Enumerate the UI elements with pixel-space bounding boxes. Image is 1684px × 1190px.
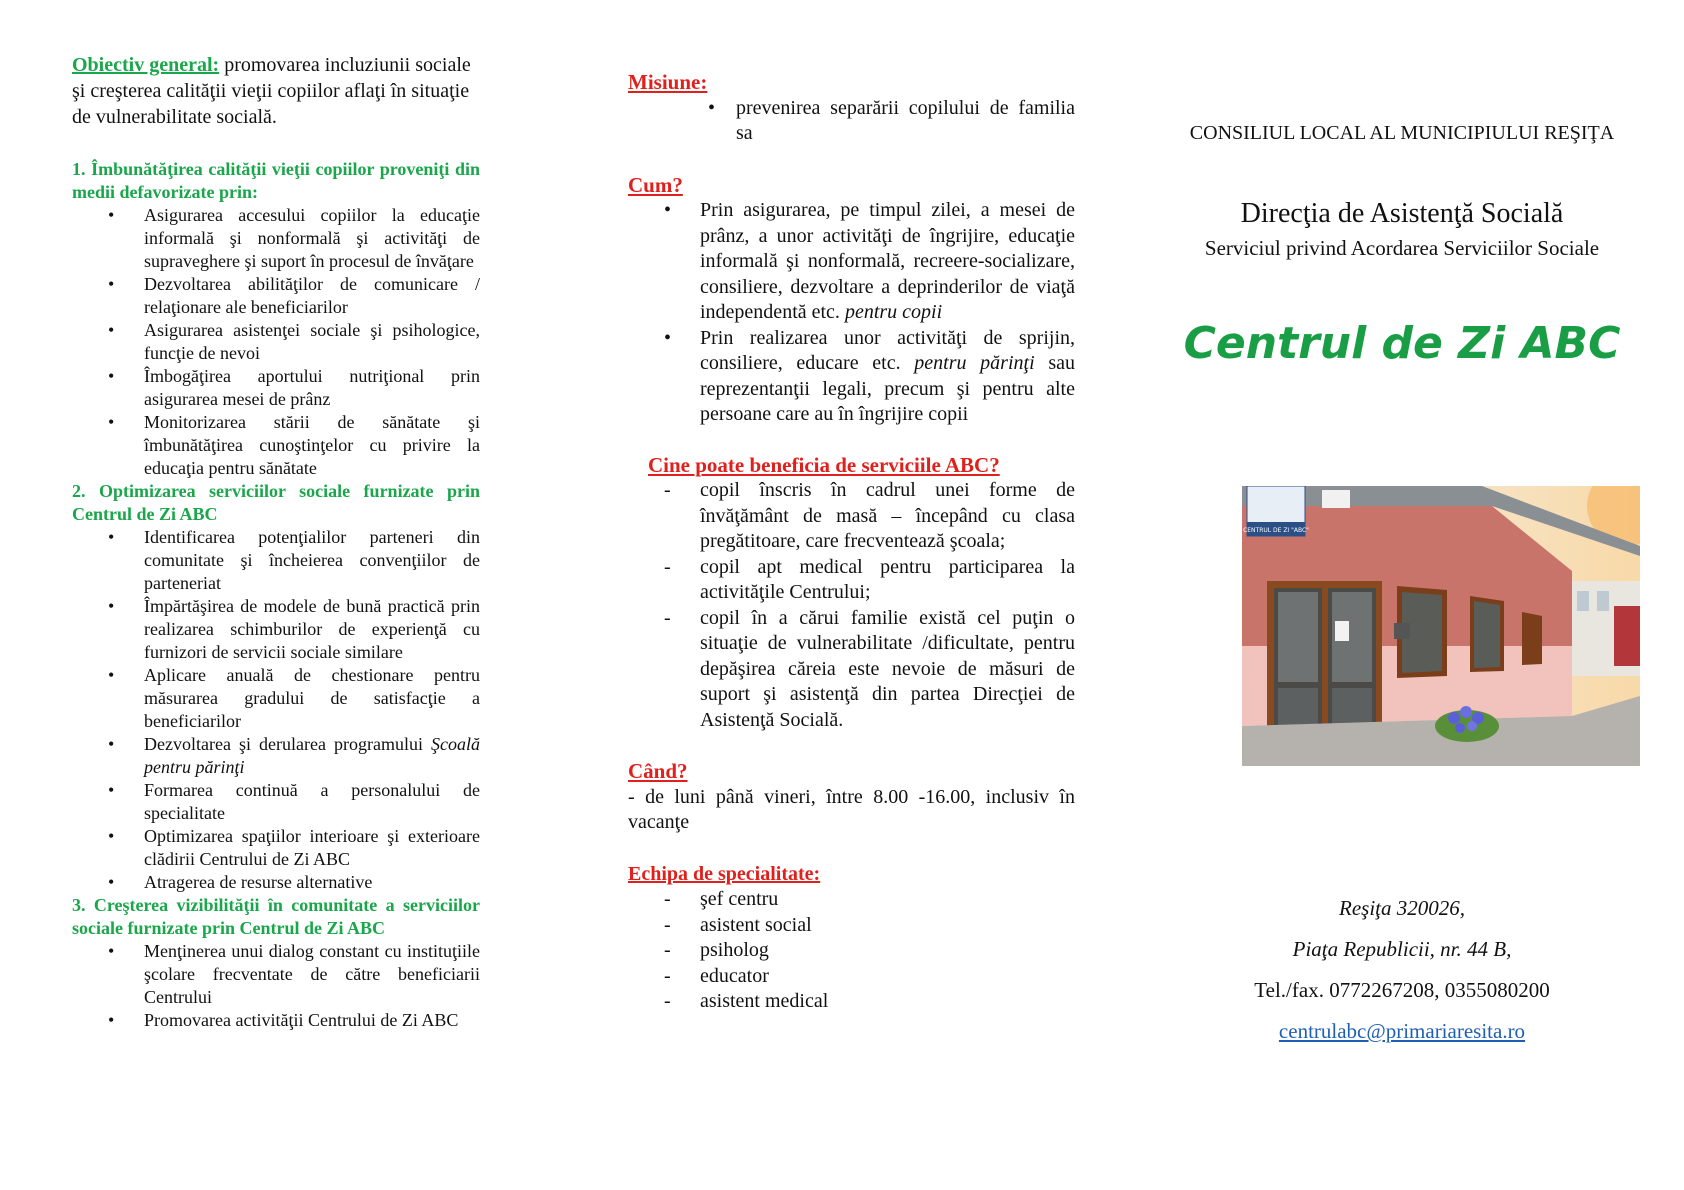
objective-label: Obiectiv general:	[72, 54, 220, 76]
list-item: • Menţinerea unui dialog constant cu instituţiile şcolare frecventate de către beneficiarii Centrului	[144, 940, 480, 1009]
address-city: Reşiţa 320026,	[1339, 896, 1465, 920]
goal-1-title: 1. Îmbunătăţirea calităţii vieţii copiilor proveniţi din medii defavorizate prin:	[72, 159, 480, 202]
when-text: - de luni până vineri, între 8.00 -16.00, inclusiv în vacanţe	[628, 785, 1075, 833]
how-item-target: pentru copii	[844, 301, 943, 323]
building-photo-image	[1242, 486, 1640, 766]
photo-sign-text: CENTRUL DE ZI "ABC"	[1243, 527, 1309, 534]
list-item: • Identificarea potenţialilor parteneri din comunitate şi încheierea convenţiilor de parteneriat	[144, 526, 480, 595]
program-name: Şcoală pentru părinţi	[144, 734, 480, 777]
who-list	[628, 478, 1075, 733]
list-item: • Asigurarea accesului copiilor la educaţie informală şi nonformală şi activităţi de supraveghere şi suport în procesul de învăţare	[144, 204, 480, 273]
team-list	[628, 887, 1075, 1015]
list-item: - asistent social	[700, 913, 1075, 939]
list-item: - educator	[700, 964, 1075, 990]
list-item: - copil înscris în cadrul unei forme de învăţământ de masă – începând cu clasa pregătitoare, care frecventează şcoala;	[700, 478, 1075, 555]
service-name: Serviciul privind Acordarea Serviciilor Sociale	[1204, 236, 1600, 260]
list-item: - şef centru	[700, 887, 1075, 913]
how-item-target: pentru părinţi	[914, 352, 1035, 374]
general-objective	[72, 52, 480, 130]
goal-3-title: 3. Creşterea vizibilităţii în comunitate a serviciilor sociale furnizate prin Centrul de Zi ABC	[72, 895, 480, 938]
list-item: • Îmbogăţirea aportului nutriţional prin asigurarea mesei de prânz	[144, 365, 480, 411]
how-item-text: Prin asigurarea, pe timpul zilei, a mesei de prânz, a unor activităţi de îngrijire, educaţie informală şi nonformală, recreere-socializare, consiliere, dezvoltare a deprinderilor de viaţă independentă etc.	[700, 199, 1075, 323]
list-item: • Formarea continuă a personalului de specialitate	[144, 779, 480, 825]
list-item	[144, 733, 480, 779]
center-title: Centrul de Zi ABC	[1183, 318, 1621, 369]
how-item-text: sau reprezentanţii legali, precum şi pentru alte persoane care au în îngrijire copii	[700, 352, 1075, 425]
list-item	[700, 326, 1075, 428]
list-item: • Atragerea de resurse alternative	[144, 871, 480, 894]
mission-list	[628, 96, 1075, 147]
list-item-text: Dezvoltarea şi derularea programului	[144, 734, 423, 754]
list-item: • Promovarea activităţii Centrului de Zi ABC	[144, 1009, 480, 1032]
team-heading: Echipa de specialitate:	[628, 862, 821, 885]
info-column	[628, 70, 1075, 1015]
list-item: - copil apt medical pentru participarea la activităţile Centrului;	[700, 555, 1075, 606]
list-item: • Dezvoltarea abilităţilor de comunicare / relaţionare ale beneficiarilor	[144, 273, 480, 319]
objectives-column	[72, 52, 480, 1032]
who-heading: Cine poate beneficia de serviciile ABC?	[648, 452, 1000, 477]
objective-text: promovarea incluziunii sociale şi creşterea calităţii vieţii copiilor aflaţi în situaţie de vulnerabilitate socială.	[72, 54, 471, 128]
goal-3-list	[72, 940, 480, 1032]
direction-name: Direcţia de Asistenţă Socială	[1240, 198, 1564, 229]
council-name: CONSILIUL LOCAL AL MUNICIPIULUI REŞIŢA	[1189, 122, 1615, 144]
address-street: Piaţa Republicii, nr. 44 B,	[1292, 937, 1512, 961]
how-list	[628, 198, 1075, 428]
list-item: • Asigurarea asistenţei sociale şi psihologice, funcţie de nevoi	[144, 319, 480, 365]
email-row	[1160, 1019, 1644, 1044]
list-item	[700, 198, 1075, 326]
list-item: • Optimizarea spaţiilor interioare şi exterioare clădirii Centrului de Zi ABC	[144, 825, 480, 871]
contact-phone: Tel./fax. 0772267208, 0355080200	[1254, 978, 1550, 1002]
goal-2-title: 2. Optimizarea serviciilor sociale furnizate prin Centrul de Zi ABC	[72, 481, 480, 524]
list-item: - copil în a cărui familie există cel puţin o situaţie de vulnerabilitate /dificultate, pentru depăşirea căreia este nevoie de măsuri de suport şi asistenţă din partea Direcţiei de Asistenţă Socială.	[700, 606, 1075, 734]
list-item: • Împărtăşirea de modele de bună practică prin realizarea schimburilor de experienţă cu furnizori de servicii sociale similare	[144, 595, 480, 664]
list-item: • prevenirea separării copilului de familia sa	[736, 96, 1075, 147]
building-photo	[1242, 486, 1640, 766]
list-item: • Monitorizarea stării de sănătate şi îmbunătăţirea cunoştinţelor cu privire la educaţia pentru sănătate	[144, 411, 480, 480]
when-heading: Când?	[628, 759, 688, 783]
goal-1-list	[72, 204, 480, 480]
how-heading: Cum?	[628, 172, 683, 197]
goal-2-list	[72, 526, 480, 894]
list-item: • Aplicare anuală de chestionare pentru măsurarea gradului de satisfacţie a beneficiarilor	[144, 664, 480, 733]
list-item: - psiholog	[700, 938, 1075, 964]
how-item-text: Prin realizarea unor activităţi de sprijin, consiliere, educare etc.	[700, 326, 1075, 374]
mission-heading: Misiune:	[628, 70, 708, 94]
list-item: - asistent medical	[700, 989, 1075, 1015]
email-link[interactable]: centrulabc@primariaresita.ro	[1278, 1019, 1526, 1043]
